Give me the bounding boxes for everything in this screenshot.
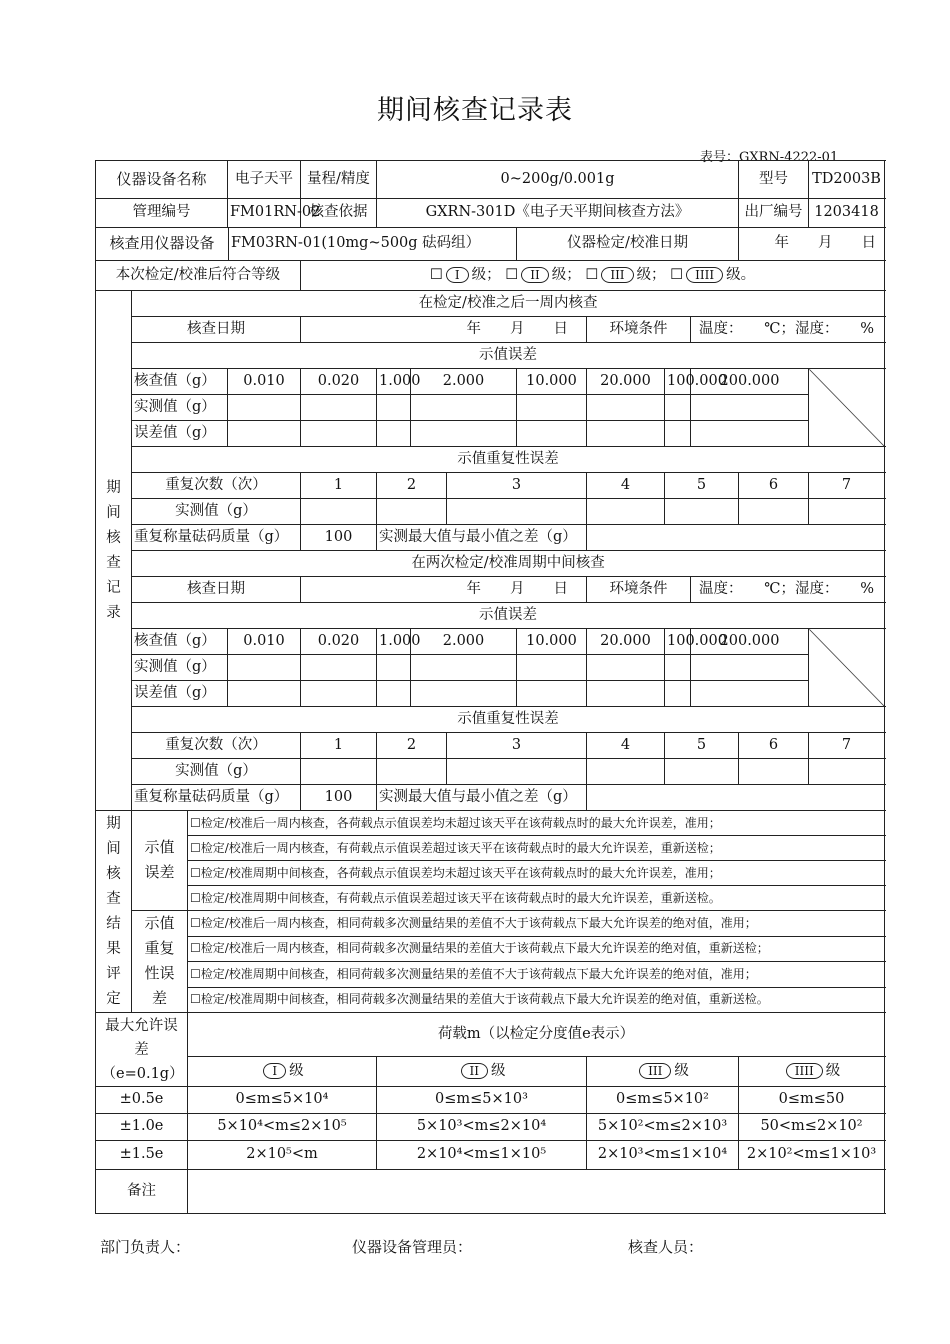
grade-options[interactable]: ☐ I 级； ☐ II 级； ☐ III 级； ☐ IIII 级。 [301, 261, 885, 291]
check-equip-value[interactable]: FM03RN-01(10mg~500g 砝码组） [229, 228, 517, 261]
check-equip-label: 核查用仪器设备 [96, 228, 229, 261]
check-value: 2.000 [411, 629, 517, 655]
repeat-result-option[interactable]: ☐检定/校准后一周内核查，相同荷载多次测量结果的差值不大于该荷载点下最大允许误差的绝对值，准用； [188, 911, 885, 937]
repeat-count: 5 [665, 733, 739, 759]
indication-result-option[interactable]: ☐检定/校准周期中间核查，各荷载点示值误差均未超过该天平在该荷载点时的最大允许误差，准用； [188, 861, 885, 886]
measured-cell[interactable] [228, 655, 301, 681]
check-value: 0.010 [228, 369, 301, 395]
range-label: 量程/精度 [301, 161, 377, 199]
repeat-count: 4 [587, 733, 665, 759]
repeat-mass-value: 100 [301, 525, 377, 551]
repeat-measured-cell[interactable] [809, 499, 885, 525]
measured-cell[interactable] [691, 395, 809, 421]
maxmin-value[interactable] [587, 785, 885, 811]
repeat-mass-label: 重复称量砝码质量（g） [132, 525, 301, 551]
measured-label: 实测值（g） [132, 655, 228, 681]
error-cell[interactable] [301, 681, 377, 707]
repeat-error-title: 示值重复性误差 [132, 447, 885, 473]
mpe-cell: 5×10²<m≤2×10³ [587, 1114, 739, 1141]
check-value: 200.000 [691, 629, 809, 655]
error-cell[interactable] [411, 681, 517, 707]
mpe-cell: 2×10²<m≤1×10³ [739, 1141, 885, 1170]
repeat-count: 4 [587, 473, 665, 499]
page-title: 期间核查记录表 [377, 95, 573, 126]
error-cell[interactable] [517, 681, 587, 707]
check-value: 0.020 [301, 369, 377, 395]
repeat-measured-cell[interactable] [377, 759, 447, 785]
grade-iii: III [601, 267, 633, 283]
measured-cell[interactable] [411, 395, 517, 421]
error-cell[interactable] [691, 421, 809, 447]
repeat-measured-cell[interactable] [587, 759, 665, 785]
repeat-measured-cell[interactable] [665, 499, 739, 525]
indication-result-option[interactable]: ☐检定/校准后一周内核查，有荷载点示值误差超过该天平在该荷载点时的最大允许误差，重新送检； [188, 836, 885, 861]
mpe-cell: 5×10³<m≤2×10⁴ [377, 1114, 587, 1141]
error-cell[interactable] [411, 421, 517, 447]
check-date-value[interactable]: 年 月 日 [301, 577, 587, 603]
repeat-result-option[interactable]: ☐检定/校准周期中间核查，相同荷载多次测量结果的差值大于该荷载点下最大允许误差的绝对值，重新送检。 [188, 987, 885, 1013]
error-cell[interactable] [587, 681, 665, 707]
check-value-label: 核查值（g） [132, 369, 228, 395]
section2-title: 在两次检定/校准周期中间核查 [132, 551, 885, 577]
load-title: 荷载m（以检定分度值e表示） [188, 1013, 885, 1057]
error-cell[interactable] [587, 421, 665, 447]
mpe-grade-iiii: IIII 级 [739, 1057, 885, 1087]
model-value[interactable]: TD2003B [809, 161, 885, 199]
repeat-count: 3 [447, 733, 587, 759]
error-cell[interactable] [665, 681, 691, 707]
repeat-measured-cell[interactable] [447, 759, 587, 785]
mpe-err: ±0.5e [96, 1087, 188, 1114]
mpe-err: ±1.0e [96, 1114, 188, 1141]
equip-name-value[interactable]: 电子天平 [228, 161, 301, 199]
indication-result-label: 示值误差 [132, 811, 188, 911]
error-cell[interactable] [377, 681, 411, 707]
repeat-count-label: 重复次数（次） [132, 473, 301, 499]
mpe-cell: 50<m≤2×10² [739, 1114, 885, 1141]
check-record-table [95, 160, 885, 1214]
check-value: 200.000 [691, 369, 809, 395]
repeat-mass-label: 重复称量砝码质量（g） [132, 785, 301, 811]
check-value: 10.000 [517, 629, 587, 655]
repeat-measured-label: 实测值（g） [132, 759, 301, 785]
indication-error-title: 示值误差 [132, 603, 885, 629]
repeat-count: 3 [447, 473, 587, 499]
repeat-count: 2 [377, 473, 447, 499]
indication-result-option[interactable]: ☐检定/校准后一周内核查，各荷载点示值误差均未超过该天平在该荷载点时的最大允许误差，准用； [188, 811, 885, 836]
check-date-value[interactable]: 年 月 日 [301, 317, 587, 343]
check-value: 20.000 [587, 369, 665, 395]
dept-head-label: 部门负责人： [100, 1238, 191, 1256]
measured-cell[interactable] [377, 655, 411, 681]
serial-label: 出厂编号 [739, 199, 809, 228]
measured-cell[interactable] [411, 655, 517, 681]
mgmt-no-label: 管理编号 [96, 199, 228, 228]
mpe-cell: 0≤m≤5×10³ [377, 1087, 587, 1114]
checkbox-icon[interactable]: ☐ [585, 267, 599, 284]
model-label: 型号 [739, 161, 809, 199]
diagonal-cell [809, 369, 885, 447]
repeat-count: 1 [301, 473, 377, 499]
repeat-measured-cell[interactable] [665, 759, 739, 785]
repeat-result-label: 示值重复性误差 [132, 911, 188, 1013]
equip-admin-label: 仪器设备管理员： [352, 1238, 473, 1256]
mpe-cell: 2×10⁵<m [188, 1141, 377, 1170]
calibration-date-label: 仪器检定/校准日期 [517, 228, 739, 261]
mpe-grade-ii: II 级 [377, 1057, 587, 1087]
serial-value[interactable]: 1203418 [809, 199, 885, 228]
calibration-date-value[interactable]: 年 月 日 [739, 228, 885, 261]
repeat-measured-cell[interactable] [447, 499, 587, 525]
repeat-measured-cell[interactable] [587, 499, 665, 525]
measured-cell[interactable] [301, 395, 377, 421]
measured-cell[interactable] [228, 395, 301, 421]
error-cell[interactable] [517, 421, 587, 447]
remark-label: 备注 [96, 1170, 188, 1214]
measured-cell[interactable] [587, 395, 665, 421]
mpe-cell: 0≤m≤5×10⁴ [188, 1087, 377, 1114]
checkbox-icon[interactable]: ☐ [429, 267, 443, 284]
checker-label: 核查人员： [628, 1238, 704, 1256]
error-cell[interactable] [691, 681, 809, 707]
check-value: 1.000 [377, 369, 411, 395]
error-cell[interactable] [228, 681, 301, 707]
mpe-cell: 0≤m≤5×10² [587, 1087, 739, 1114]
repeat-result-option[interactable]: ☐检定/校准周期中间核查，相同荷载多次测量结果的差值不大于该荷载点下最大允许误差的绝对值，准用； [188, 962, 885, 988]
mpe-cell: 2×10³<m≤1×10⁴ [587, 1141, 739, 1170]
repeat-count: 6 [739, 473, 809, 499]
error-cell[interactable] [228, 421, 301, 447]
maxmin-value[interactable] [587, 525, 885, 551]
repeat-mass-value: 100 [301, 785, 377, 811]
repeat-count-label: 重复次数（次） [132, 733, 301, 759]
remark-value[interactable] [188, 1170, 885, 1214]
grade-i: I [446, 267, 469, 283]
checkbox-icon[interactable]: ☐ [670, 267, 684, 284]
measured-cell[interactable] [665, 395, 691, 421]
error-cell[interactable] [377, 421, 411, 447]
error-label: 误差值（g） [132, 681, 228, 707]
measured-cell[interactable] [691, 655, 809, 681]
mgmt-no-value[interactable]: FM01RN-02 [228, 199, 301, 228]
repeat-error-title: 示值重复性误差 [132, 707, 885, 733]
diagonal-cell [809, 629, 885, 707]
repeat-measured-cell[interactable] [377, 499, 447, 525]
check-date-label: 核查日期 [132, 317, 301, 343]
maxmin-label: 实测最大值与最小值之差（g） [377, 525, 587, 551]
check-value: 0.010 [228, 629, 301, 655]
indication-result-option[interactable]: ☐检定/校准周期中间核查，有荷载点示值误差超过该天平在该荷载点时的最大允许误差，重新送检。 [188, 886, 885, 911]
measured-cell[interactable] [665, 655, 691, 681]
env-value[interactable]: 温度： ℃；湿度： % [691, 577, 885, 603]
basis-label: 核查依据 [301, 199, 377, 228]
check-value: 20.000 [587, 629, 665, 655]
grade-label: 本次检定/校准后符合等级 [96, 261, 301, 291]
mpe-cell: 5×10⁴<m≤2×10⁵ [188, 1114, 377, 1141]
mpe-grade-i: I 级 [188, 1057, 377, 1087]
equip-name-label: 仪器设备名称 [96, 161, 228, 199]
record-vertical-label: 期间核查记录 [96, 291, 132, 811]
check-value: 10.000 [517, 369, 587, 395]
measured-label: 实测值（g） [132, 395, 228, 421]
repeat-count: 7 [809, 473, 885, 499]
repeat-result-option[interactable]: ☐检定/校准后一周内核查，相同荷载多次测量结果的差值大于该荷载点下最大允许误差的绝对值，重新送检； [188, 936, 885, 962]
repeat-count: 7 [809, 733, 885, 759]
repeat-count: 1 [301, 733, 377, 759]
mpe-err: ±1.5e [96, 1141, 188, 1170]
repeat-measured-cell[interactable] [301, 499, 377, 525]
repeat-measured-label: 实测值（g） [132, 499, 301, 525]
form-number: 表号：GXRN-4222-01 [700, 150, 839, 165]
repeat-count: 2 [377, 733, 447, 759]
check-value: 2.000 [411, 369, 517, 395]
mpe-cell: 2×10⁴<m≤1×10⁵ [377, 1141, 587, 1170]
measured-cell[interactable] [517, 395, 587, 421]
mpe-cell: 0≤m≤50 [739, 1087, 885, 1114]
repeat-count: 5 [665, 473, 739, 499]
range-value[interactable]: 0~200g/0.001g [377, 161, 739, 199]
mpe-grade-iii: III 级 [587, 1057, 739, 1087]
check-date-label: 核查日期 [132, 577, 301, 603]
check-value-label: 核查值（g） [132, 629, 228, 655]
grade-ii: II [521, 267, 548, 283]
indication-error-title: 示值误差 [132, 343, 885, 369]
check-value: 100.000 [665, 629, 691, 655]
measured-cell[interactable] [587, 655, 665, 681]
measured-cell[interactable] [301, 655, 377, 681]
repeat-measured-cell[interactable] [301, 759, 377, 785]
repeat-count: 6 [739, 733, 809, 759]
maxmin-label: 实测最大值与最小值之差（g） [377, 785, 587, 811]
check-value: 0.020 [301, 629, 377, 655]
result-vertical-label: 期间核查结果评定 [96, 811, 132, 1013]
env-label: 环境条件 [587, 317, 691, 343]
repeat-measured-cell[interactable] [809, 759, 885, 785]
error-cell[interactable] [301, 421, 377, 447]
measured-cell[interactable] [377, 395, 411, 421]
repeat-measured-cell[interactable] [739, 499, 809, 525]
measured-cell[interactable] [517, 655, 587, 681]
mpe-label: 最大允许误差（e=0.1g） [96, 1013, 188, 1087]
error-cell[interactable] [665, 421, 691, 447]
checkbox-icon[interactable]: ☐ [505, 267, 519, 284]
env-label: 环境条件 [587, 577, 691, 603]
env-value[interactable]: 温度： ℃；湿度： % [691, 317, 885, 343]
check-value: 1.000 [377, 629, 411, 655]
check-value: 100.000 [665, 369, 691, 395]
grade-iiii: IIII [686, 267, 723, 283]
basis-value[interactable]: GXRN-301D《电子天平期间核查方法》 [377, 199, 739, 228]
error-label: 误差值（g） [132, 421, 228, 447]
section1-title: 在检定/校准之后一周内核查 [132, 291, 885, 317]
repeat-measured-cell[interactable] [739, 759, 809, 785]
